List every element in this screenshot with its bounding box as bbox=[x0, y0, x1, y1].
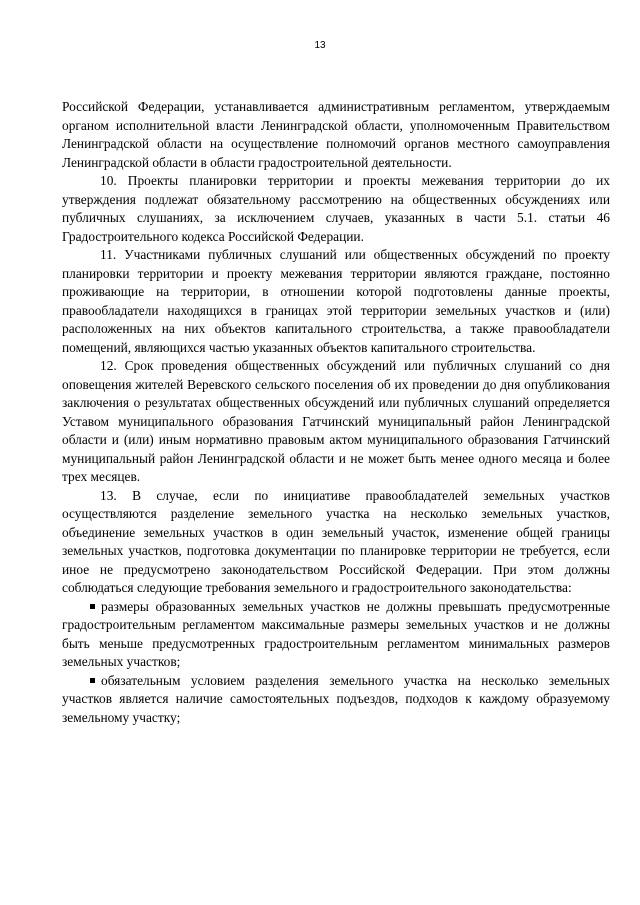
page-number: 13 bbox=[314, 40, 326, 51]
document-body bbox=[62, 98, 610, 727]
bullet-item bbox=[62, 672, 610, 728]
paragraph-item-10: 10. Проекты планировки территории и проекты межевания территории до их утверждения подлежат обязательному рассмотрению на общественных обсуждениях или публичных слушаниях, за исключением случаев, указанных в части 5.1. статьи 46 Градостроительного кодекса Российской Федерации. bbox=[62, 173, 610, 244]
bullet-item-text: обязательным условием разделения земельного участка на несколько земельных участков является наличие самостоятельных подъездов, подходов к каждому образуемому земельному участку; bbox=[62, 672, 610, 725]
paragraph-continuation: Российской Федерации, устанавливается административным регламентом, утверждаемым органом исполнительной власти Ленинградской области, уполномоченным Правительством Ленинградской области на осуществление полномочий органов местного самоуправления Ленинградской области в области градостроительной деятельности. bbox=[62, 99, 610, 170]
bullet-square-icon bbox=[90, 678, 95, 683]
paragraph-item-11: 11. Участниками публичных слушаний или общественных обсуждений по проекту планировки территории и проекту межевания территории являются граждане, постоянно проживающие на территории, в отношении которой подготовлены данные проекты, правообладатели находящихся в границах этой территории земельных участков и (или) расположенных на них объектов капитального строительства, а также правообладатели помещений, являющихся частью указанных объектов капитального строительства. bbox=[62, 247, 610, 355]
paragraph-item-13: 13. В случае, если по инициативе правообладателей земельных участков осуществляются разделение земельного участка на несколько земельных участков, объединение земельных участков в один земельный участок, изменение общей границы земельных участков, подготовка документации по планировке территории не требуется, если иное не предусмотрено законодательством Российской Федерации. При этом должны соблюдаться следующие требования земельного и градостроительного законодательства: bbox=[62, 487, 610, 595]
bullet-square-icon bbox=[90, 604, 95, 609]
bullet-item bbox=[62, 598, 610, 672]
bullet-item-text: размеры образованных земельных участков не должны превышать предусмотренные градостроительным регламентом максимальные размеры земельных участков и не должны быть меньше предусмотренных градостроительным регламентом минимальных размеров земельных участков; bbox=[62, 598, 610, 669]
paragraph-item-12: 12. Срок проведения общественных обсуждений или публичных слушаний со дня оповещения жителей Веревского сельского поселения об их проведении до дня опубликования заключения о результатах общественных обсуждений или публичных слушаний определяется Уставом муниципального образования Гатчинский муниципальный район Ленинградской области и (или) иным нормативно правовым актом муниципального образования Гатчинский муниципальный район Ленинградской области и не может быть менее одного месяца и более трех месяцев. bbox=[62, 358, 610, 484]
